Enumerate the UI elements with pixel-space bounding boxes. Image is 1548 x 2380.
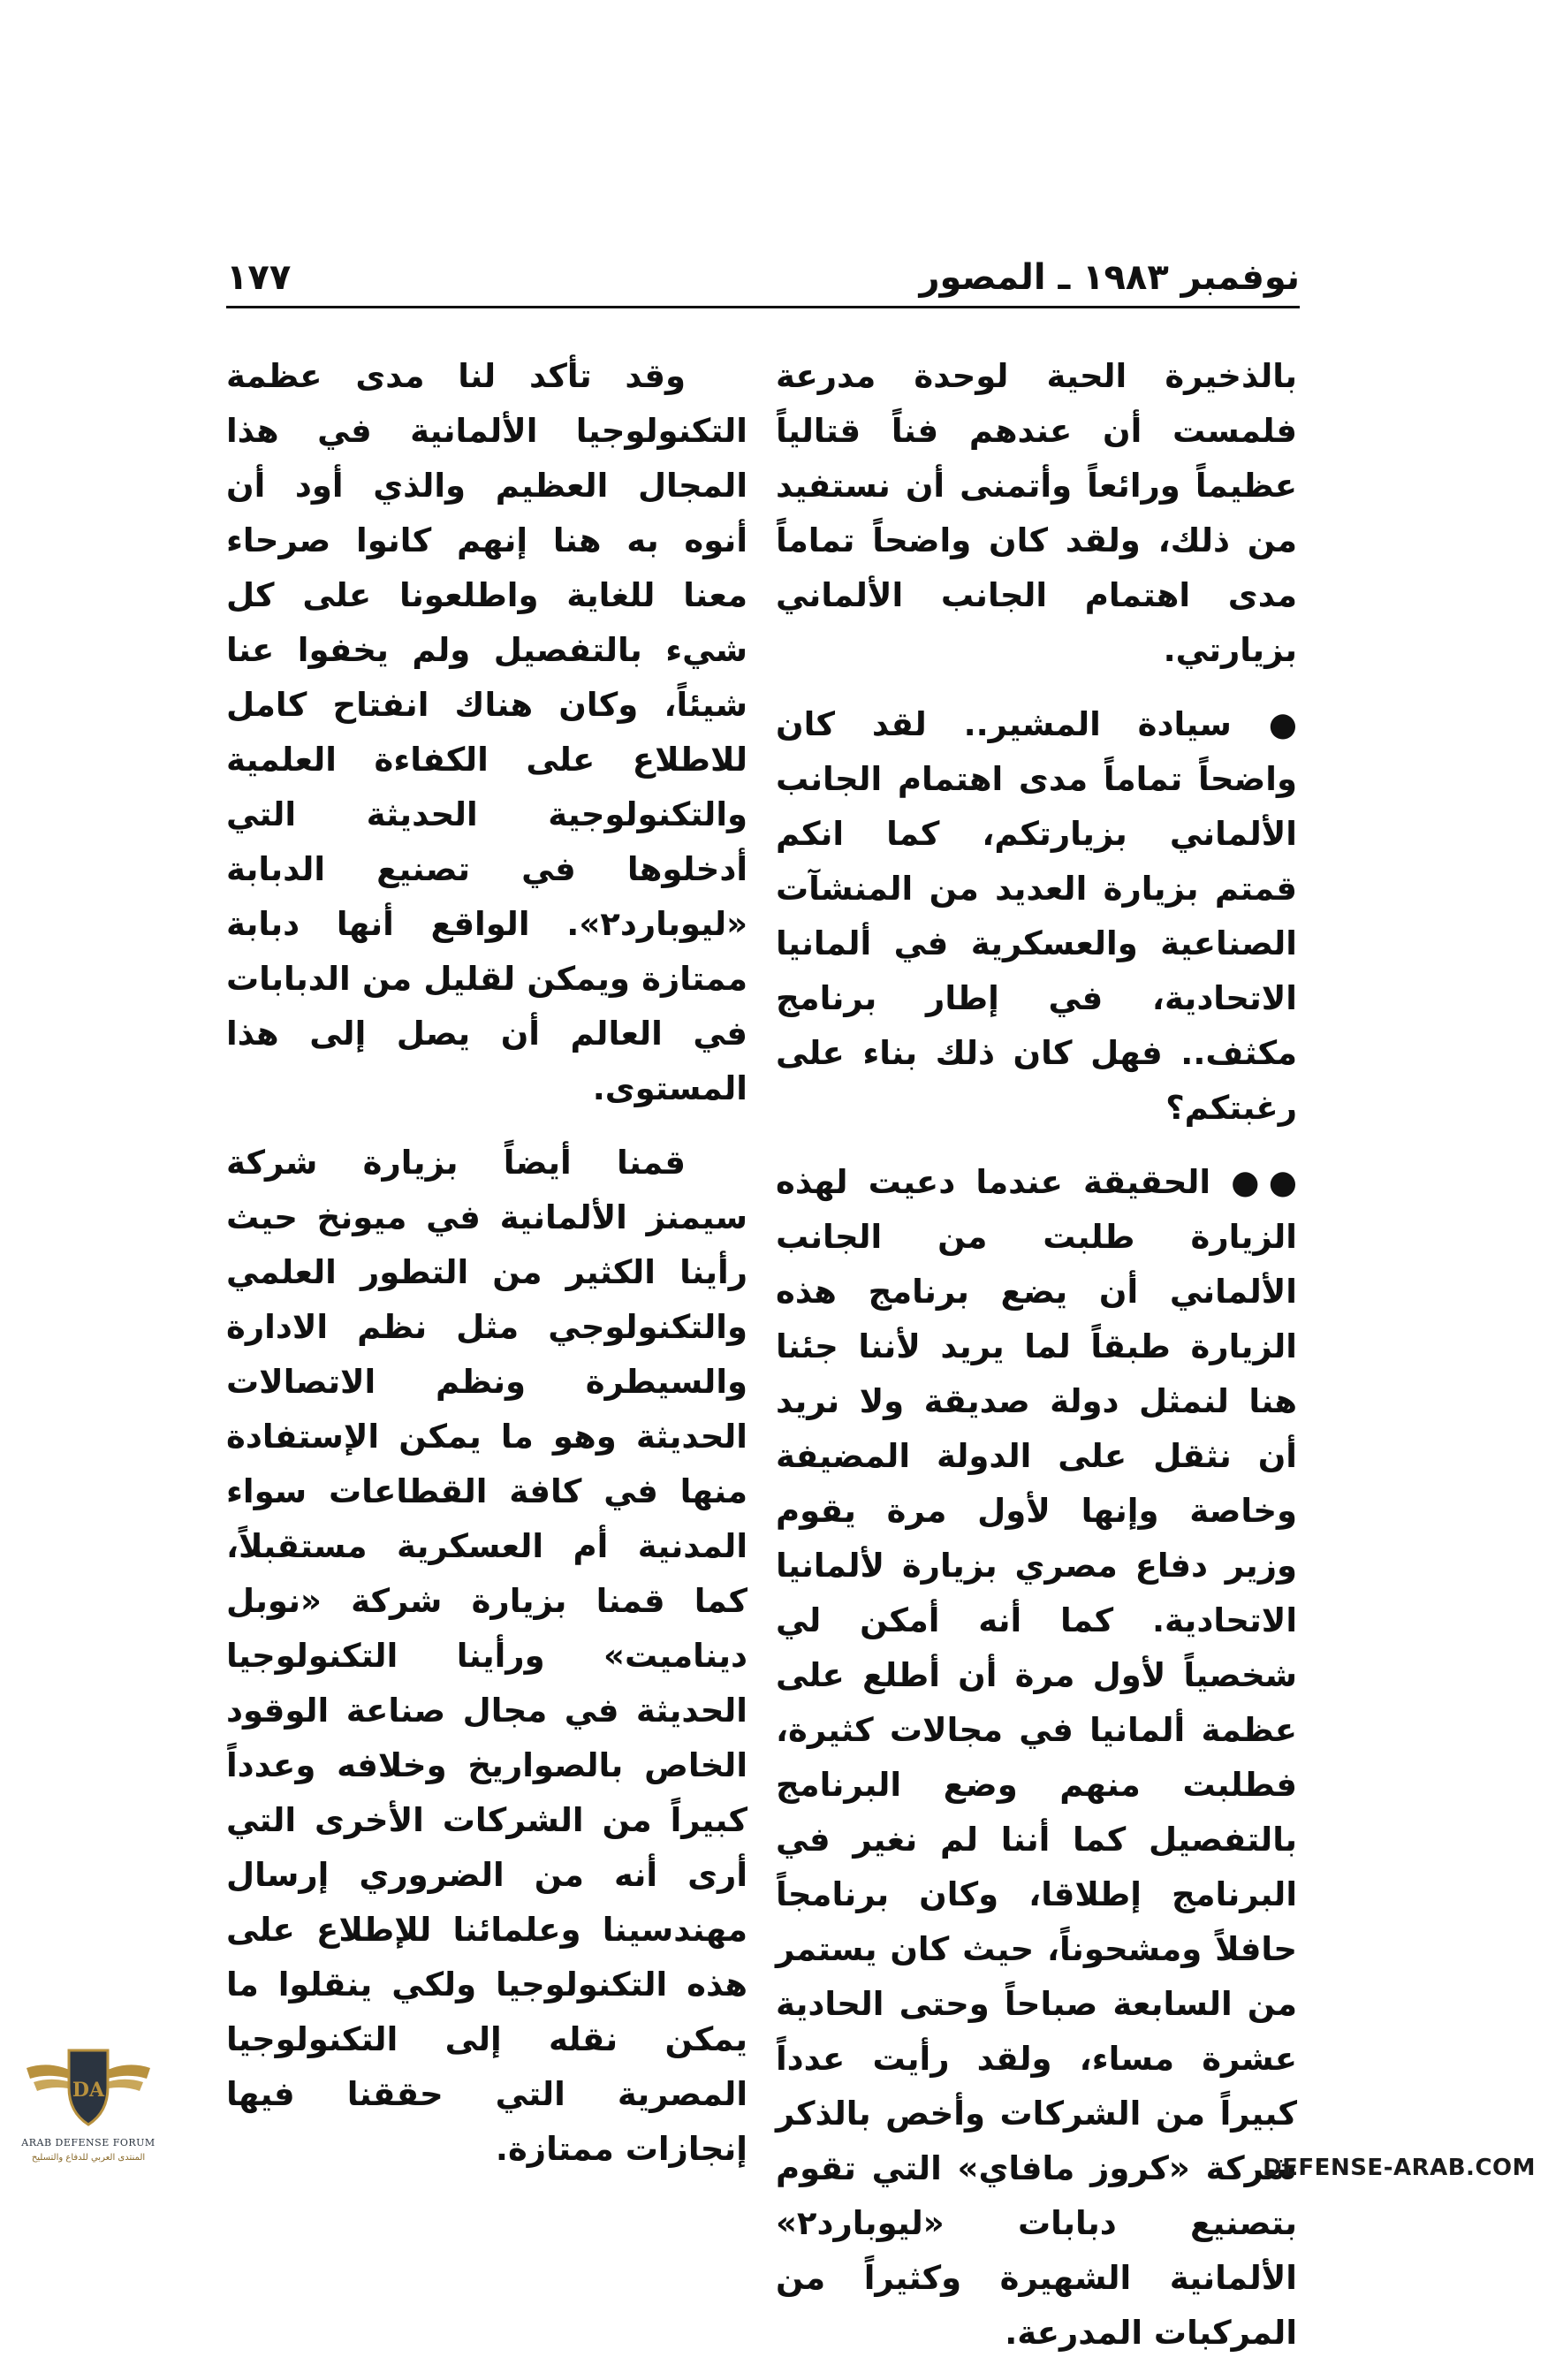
logo-mark: DA bbox=[72, 2079, 105, 2102]
answer-paragraph: ●● الحقيقة عندما دعيت لهذه الزيارة طلبت من الجانب الألماني أن يضع برنامج هذه الزيارة طبقاً لما يريد لأننا جئنا هنا لنمثل دولة صديقة ولا نريد أن نثقل على الدولة المضيفة وخاصة وإنها لأول مرة يقوم وزير دفاع مصري بزيارة لألمانيا الاتحادية. كما أنه أمكن لي شخصياً لأول مرة أن أطلع على عظمة ألمانيا في مجالات كثيرة، فطلبت منهم وضع البرنامج بالتفصيل كما أننا لم نغير في البرنامج إطلاقا، وكان برنامجاً حافلاً ومشحوناً، حيث كان يستمر من السابعة صباحاً وحتى الحادية عشرة مساء، ولقد رأيت عدداً كبيراً من الشركات وأخص بالذكر شركة «كروز مافاي» التي تقوم بتصنيع دبابات «ليوبارد٢» الألمانية الشهيرة وكثيراً من المركبات المدرعة. bbox=[776, 1163, 1297, 2352]
column-left bbox=[226, 349, 747, 2196]
header-rule bbox=[226, 306, 1300, 308]
issue-date-title: نوفمبر ١٩٨٣ ـ المصور bbox=[919, 257, 1300, 298]
question-paragraph: ● سيادة المشير.. لقد كان واضحاً تماماً مدى اهتمام الجانب الألماني بزيارتكم، كما انكم قمتم بزيارة العديد من المنشآت الصناعية والعسكرية في ألمانيا الاتحادية، في إطار برنامج مكثف.. فهل كان ذلك بناء على رغبتكم؟ bbox=[776, 705, 1297, 1127]
logo-caption-arabic: المنتدى العربي للدفاع والتسليح bbox=[31, 2153, 146, 2163]
column-right bbox=[776, 349, 1297, 2380]
shield-wings-icon bbox=[18, 2033, 159, 2139]
paragraph: قمنا أيضاً بزيارة شركة سيمنز الألمانية في ميونخ حيث رأينا الكثير من التطور العلمي والتكنولوجي مثل نظم الادارة والسيطرة ونظم الاتصالات الحديثة وهو ما يمكن الإستفادة منها في كافة القطاعات سواء المدنية أم العسكرية مستقبلاً، كما قمنا بزيارة شركة «نوبل ديناميت» ورأينا التكنولوجيا الحديثة في مجال صناعة الوقود الخاص بالصواريخ وخلافه وعدداً كبيراً من الشركات الأخرى التي أرى أنه من الضروري إرسال مهندسينا وعلمائنا للإطلاع على هذه التكنولوجيا ولكي ينقلوا ما يمكن نقله إلى التكنولوجيا المصرية التي حققنا فيها إنجازات ممتازة. bbox=[226, 1144, 747, 2168]
forum-logo bbox=[18, 2033, 159, 2183]
site-watermark: DEFENSE-ARAB.COM bbox=[1263, 2155, 1536, 2181]
page-number: ١٧٧ bbox=[226, 257, 292, 298]
running-header bbox=[226, 253, 1300, 302]
logo-caption: ARAB DEFENSE FORUM bbox=[21, 2137, 156, 2148]
paragraph: وقد تأكد لنا مدى عظمة التكنولوجيا الألمانية في هذا المجال العظيم والذي أود أن أنوه به هنا إنهم كانوا صرحاء معنا للغاية واطلعونا على كل شيء بالتفصيل ولم يخفوا عنا شيئاً، وكان هناك انفتاح كامل للاطلاع على الكفاءة العلمية والتكنولوجية الحديثة التي أدخلوها في تصنيع الدبابة «ليوبارد٢». الواقع أنها دبابة ممتازة ويمكن لقليل من الدبابات في العالم أن يصل إلى هذا المستوى. bbox=[226, 357, 747, 1107]
paragraph: بالذخيرة الحية لوحدة مدرعة فلمست أن عندهم فناً قتالياً عظيماً ورائعاً وأتمنى أن نستفيد من ذلك، ولقد كان واضحاً تماماً مدى اهتمام الجانب الألماني بزيارتي. bbox=[776, 357, 1297, 669]
